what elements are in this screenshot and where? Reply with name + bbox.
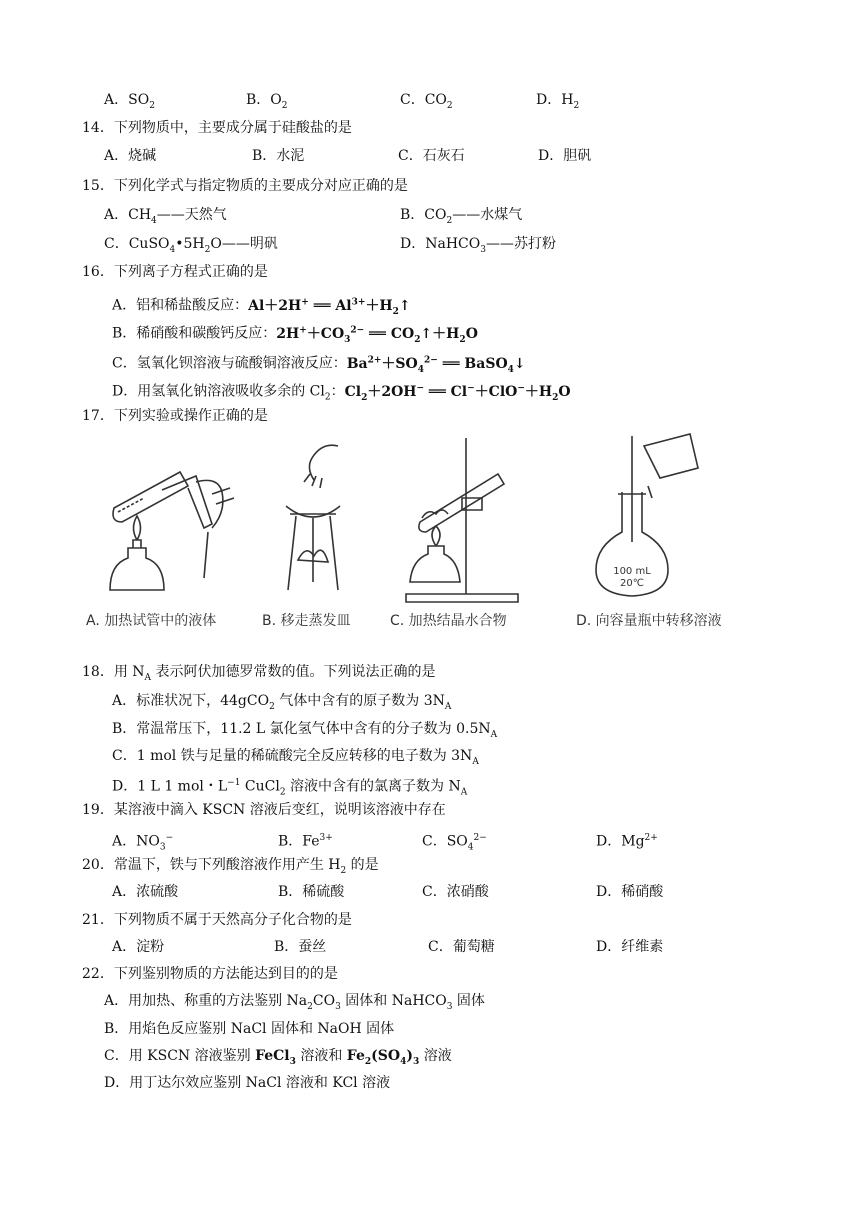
q22-option-b: B．用焰色反应鉴别 NaCl 固体和 NaOH 固体 [104, 1021, 395, 1037]
q14-stem: 14．下列物质中，主要成分属于硅酸盐的是 [82, 120, 352, 136]
q15-stem: 15．下列化学式与指定物质的主要成分对应正确的是 [82, 178, 408, 194]
q15-option-a: A．$CH_4——$天然气 [104, 207, 227, 226]
flask-volume-label: 100 mL [613, 566, 651, 577]
q15-option-b: B．$CO_2——$水煤气 [400, 207, 523, 226]
q22-option-a: A．用加热、称重的方法鉴别 $Na_2CO_3$ 固体和 NaHCO$_3$ 固体 [104, 993, 485, 1012]
q18-option-b: B．常温常压下，11.2 L 氯化氢气体中含有的分子数为 $0.5N_A$ [112, 721, 498, 740]
q21-option-c: C．葡萄糖 [428, 939, 495, 955]
q16-d-equation: $Cl_2+2OH^-$ ══ $Cl^-+ClO^-+H_2O$ [344, 383, 571, 403]
q19-option-a: A．$NO_3^-$ [112, 833, 174, 853]
q17-caption-a: A. 加热试管中的液体 [86, 613, 217, 629]
q14-option-b: B．水泥 [252, 148, 305, 164]
q18-option-d: D．1 L 1 mol・$L^{-1}$ CuCl$_2$ 溶液中含有的氯离子数为 $N_A$ [112, 778, 468, 798]
q16-stem: 16．下列离子方程式正确的是 [82, 264, 268, 280]
apparatus-c [406, 438, 518, 602]
q13-option-a: A．$SO_2$ [104, 92, 155, 111]
q17-caption-c: C. 加热结晶水合物 [390, 613, 507, 629]
q17-caption-b: B. 移走蒸发皿 [262, 613, 351, 629]
q20-option-b: B．稀硫酸 [278, 884, 345, 900]
q21-stem: 21．下列物质不属于天然高分子化合物的是 [82, 912, 352, 928]
q13-option-b: B．$O_2$ [246, 92, 288, 111]
apparatus-b [286, 445, 340, 590]
q15-option-c: C．$CuSO_4•5H_2O——$明矾 [104, 236, 278, 255]
q20-stem: 20．常温下，铁与下列酸溶液作用产生 $H_2$ 的是 [82, 857, 379, 876]
apparatus-a [110, 472, 234, 590]
q14-option-c: C．石灰石 [398, 148, 465, 164]
q20-option-a: A．浓硫酸 [112, 884, 179, 900]
q21-option-b: B．蚕丝 [274, 939, 327, 955]
q16-b-equation: $2H^++CO_3^{2-}$ ══ $CO_2↑+H_2O$ [276, 325, 478, 345]
q20-option-d: D．稀硝酸 [596, 884, 664, 900]
q17-apparatus-drawing [100, 432, 740, 632]
q18-stem: 18．用 $N_A$ 表示阿伏加德罗常数的值。下列说法正确的是 [82, 664, 436, 683]
q14-option-d: D．胆矾 [538, 148, 592, 164]
q16-option-c: C．氢氧化钡溶液与硫酸铜溶液反应：$Ba^{2+}+SO_4^{2-}$ ══ BaSO$_4$↓ [112, 355, 526, 375]
q20-option-c: C．浓硝酸 [422, 884, 489, 900]
q19-option-d: D．$Mg^{2+}$ [596, 833, 658, 850]
q22-option-d: D．用丁达尔效应鉴别 NaCl 溶液和 KCl 溶液 [104, 1075, 391, 1091]
q19-option-b: B．$Fe^{3+}$ [278, 833, 333, 850]
q19-stem: 19．某溶液中滴入 KSCN 溶液后变红，说明该溶液中存在 [82, 802, 446, 818]
q13-option-c: C．$CO_2$ [400, 92, 453, 111]
q18-option-c: C．1 mol 铁与足量的稀硫酸完全反应转移的电子数为 $3N_A$ [112, 748, 479, 767]
q16-a-equation: Al＋2H+ ══ $Al^{3+}+H_2↑$ [248, 297, 411, 317]
q17-caption-d: D. 向容量瓶中转移溶液 [576, 613, 722, 629]
q16-option-d: D．用氢氧化钠溶液吸收多余的 $Cl_2$：$Cl_2+2OH^-$ ══ $Cl^-+ClO^-+H_2O$ [112, 383, 571, 403]
q21-option-a: A．淀粉 [112, 939, 165, 955]
q17-stem: 17．下列实验或操作正确的是 [82, 408, 268, 424]
q19-option-c: C．$SO_4^{2-}$ [422, 833, 487, 853]
flask-temp-label: 20℃ [620, 578, 644, 589]
q16-option-b: B．稀硝酸和碳酸钙反应：$2H^++CO_3^{2-}$ ══ $CO_2↑+H_2O$ [112, 325, 478, 345]
q16-option-a: A．铝和稀盐酸反应：Al＋2H+ ══ $Al^{3+}+H_2↑$ [112, 297, 411, 317]
q22-option-c: C．用 KSCN 溶液鉴别 FeCl$_3$ 溶液和 $Fe_2(SO_4)_3$ 溶液 [104, 1048, 452, 1067]
q22-stem: 22．下列鉴别物质的方法能达到目的的是 [82, 966, 338, 982]
q17-apparatus-figure [86, 432, 740, 632]
q13-option-d: D．$H_2$ [536, 92, 580, 111]
q18-option-a: A．标准状况下，44gCO$_2$ 气体中含有的原子数为 $3N_A$ [112, 693, 452, 712]
q14-option-a: A．烧碱 [104, 148, 157, 164]
q21-option-d: D．纤维素 [596, 939, 664, 955]
q15-option-d: D．NaHCO$_3$——苏打粉 [400, 236, 556, 255]
q16-c-equation: $Ba^{2+}+SO_4^{2-}$ ══ BaSO$_4$↓ [346, 355, 526, 375]
